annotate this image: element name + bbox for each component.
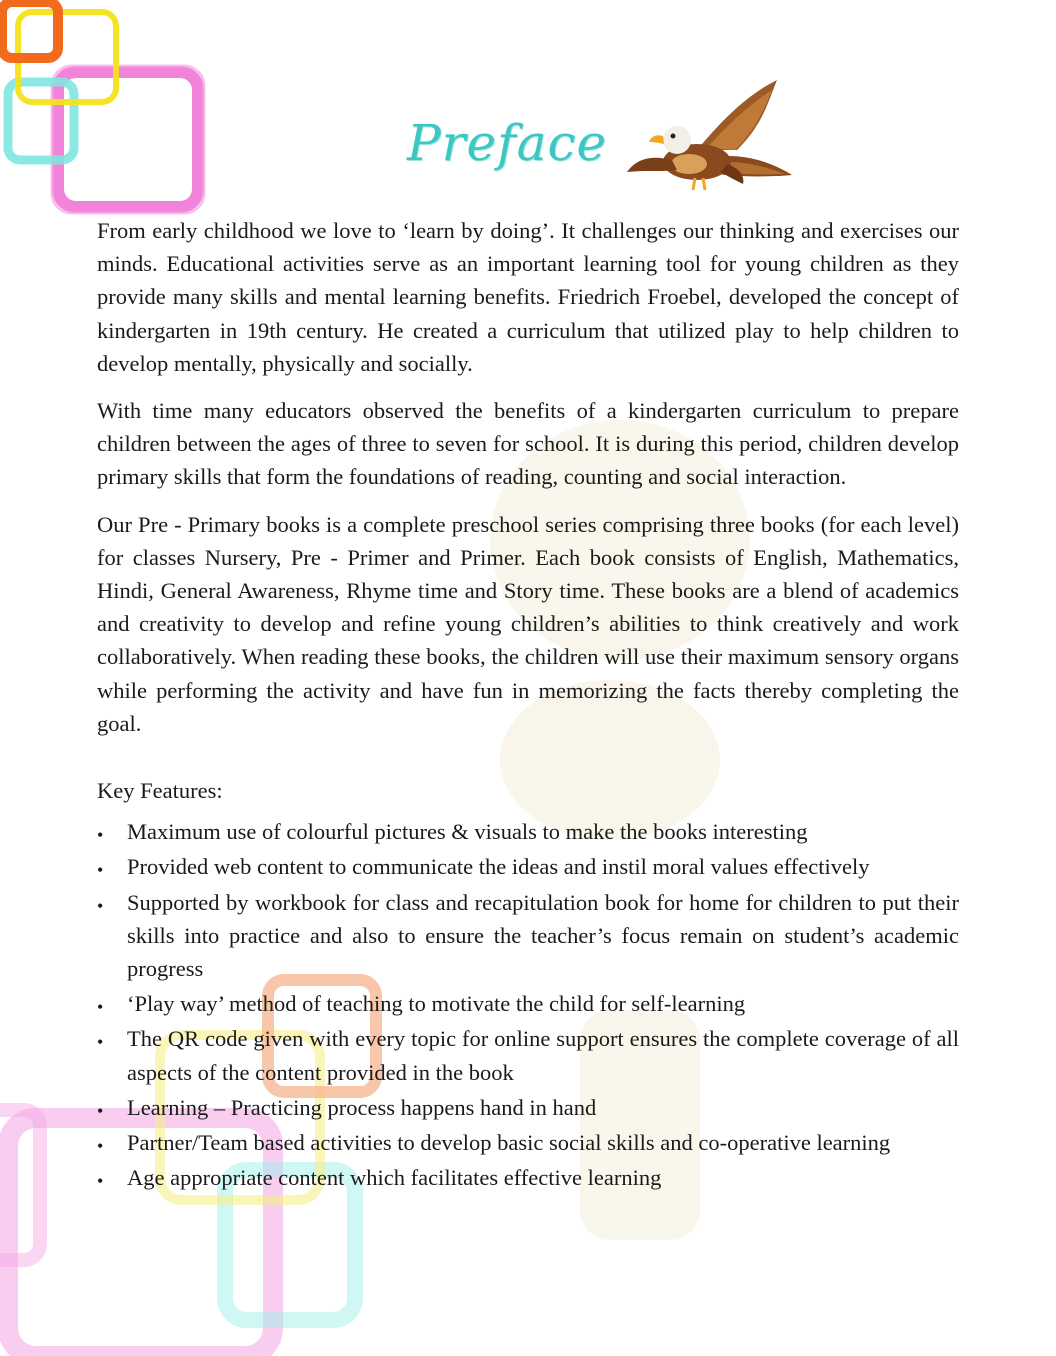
bullet-icon: • — [97, 895, 104, 916]
preface-content — [97, 214, 959, 1196]
feature-text: Provided web content to communicate the ideas and instil moral values effectively — [127, 854, 870, 880]
bullet-icon: • — [97, 1171, 104, 1192]
bullet-icon: • — [97, 825, 104, 846]
page-title: Preface — [407, 114, 608, 172]
title-block — [405, 108, 805, 208]
paragraph-series: Our Pre - Primary books is a complete preschool series comprising three books (for each level) for classes Nursery, Pre - Primer and Primer. Each book consists of English, Mathematics, Hindi, General Awareness, Rhyme time and Story time. These books are a blend of academics and creativity to develop and refine young children’s abilities to think creatively and work collaboratively. When reading these books, the children will use their maximum sensory organs while performing the activity and have fun in memorizing the facts thereby completing the goal. — [97, 511, 959, 736]
eagle-illustration — [627, 80, 797, 200]
feature-text: Age appropriate content which facilitates effective learning — [127, 1165, 662, 1191]
feature-text: Supported by workbook for class and recapitulation book for home for children to put their skills into practice and also to ensure the teacher’s focus remain on student’s academic progress — [127, 889, 959, 982]
bullet-icon: • — [97, 997, 104, 1018]
list-item — [97, 1091, 959, 1124]
bullet-icon: • — [97, 1100, 104, 1121]
paragraph-curriculum: With time many educators observed the benefits of a kindergarten curriculum to prepare children between the ages of three to seven for school. It is during this period, children develop primary skills that form the foundations of reading, counting and social interaction. — [97, 398, 959, 490]
feature-text: The QR code given with every topic for online support ensures the complete coverage of all aspects of the content provided in the book — [127, 1026, 959, 1085]
list-item — [97, 850, 959, 883]
paragraph-intro: From early childhood we love to ‘learn by doing’. It challenges our thinking and exercises our minds. Educational activities serve as an important learning tool for young children as they provide many skills and mental learning benefits. Friedrich Froebel, developed the concept of kindergarten in 19th century. He created a curriculum that utilized play to help children to develop mentally, physically and socially. — [97, 218, 959, 376]
list-item — [97, 815, 959, 848]
list-item — [97, 1161, 959, 1194]
bullet-icon: • — [97, 1032, 104, 1053]
feature-text: Maximum use of colourful pictures & visuals to make the books interesting — [127, 819, 808, 845]
bullet-icon: • — [97, 860, 104, 881]
feature-text: Learning – Practicing process happens hand in hand — [127, 1094, 597, 1120]
list-item — [97, 1022, 959, 1088]
feature-text: ‘Play way’ method of teaching to motivate the child for self-learning — [127, 991, 746, 1017]
list-item — [97, 987, 959, 1020]
key-features-heading: Key Features: — [97, 778, 223, 804]
bullet-icon: • — [97, 1136, 104, 1157]
key-features-list — [97, 815, 959, 1194]
list-item — [97, 1126, 959, 1159]
list-item — [97, 886, 959, 986]
feature-text: Partner/Team based activities to develop basic social skills and co-operative learning — [127, 1130, 891, 1156]
